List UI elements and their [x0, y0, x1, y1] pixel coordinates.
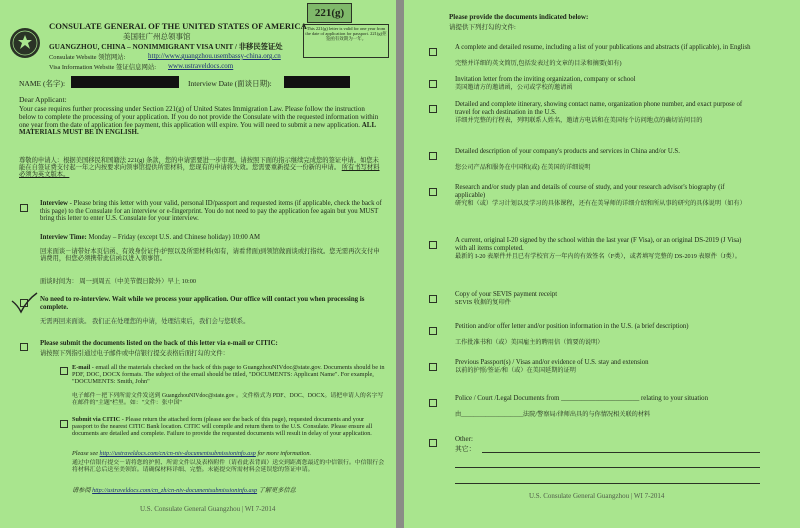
consulate-website-link[interactable]: http://www.guangzhou.usembassy-china.org.cn	[148, 52, 281, 60]
consulate-website-label: Consulate Website 领馆网站:	[49, 54, 126, 61]
footer-left: U.S. Consulate General Guangzhou | WI 7-2014	[140, 505, 276, 513]
document-item-10: Police / Court /Legal Documents from _______________________ relating to your situation	[455, 395, 708, 402]
interview-text-zh: 回来面谈－请带好本页信函、有效身份证件/护照以及所需材料(如有，请看背面)到领馆做面谈或打指纹。您无需再次支付申请费用，但您必须携带此信函以进入领事馆。	[40, 248, 380, 263]
citic-more-info-zh-link[interactable]: http://ustraveldocs.com/cn_zh/cn-niv-documentsubmissioninfo.asp	[92, 487, 258, 494]
email-option-text-zh: 电子邮件－把下列所需文件发送到 GuangzhouNIVdoc@state.gov 。文件格式为 PDF、DOC、DOCX。请把申请人的名字写在邮件的"主题"栏里。如："文件：张中国"	[72, 393, 384, 406]
document-item-7: Copy of your SEVIS payment receipt	[455, 291, 558, 298]
salutation: Dear Applicant:	[19, 95, 67, 104]
document-item-zh-5: 研究和（或）学习计划以及学习的具体课程，还有在美导师的详细介绍和所从事的研究的具体说明（如有）	[455, 200, 746, 207]
visa-info-label: Visa Information Website 签证信息网站:	[49, 64, 157, 71]
document-item-zh-3: 详细并完整的行程表，列明联系人姓名，邀请方电话和在美国每个访问地点的确切访问目的	[455, 117, 703, 124]
other-line-3	[455, 483, 760, 484]
document-checkbox-6[interactable]	[429, 241, 437, 249]
submit-documents-text-zh: 请按照下列指引通过电子邮件或中信银行提交表格后面打勾的文件：	[40, 350, 229, 357]
document-item-zh-9: 以前的护照/签证/和（或）在美国延期的证明	[455, 367, 576, 374]
citic-more-info-link[interactable]: http://ustraveldocs.com/cn/cn-niv-documentsubmissioninfo.asp	[99, 450, 256, 457]
document-checkbox-3[interactable]	[429, 105, 437, 113]
name-redaction	[71, 76, 179, 88]
submit-documents-text: Please submit the documents listed on the back of this letter via e-mail or CITIC:	[40, 340, 278, 347]
other-label-zh: 其它：	[455, 446, 476, 453]
email-option-text: E-mail - email all the materials checked on the back of this page to GuangzhouNIVdoc@state.gov. Documents should be in PDF, DOC, DOCX formats. The subject of the email should be titled, "DOCUMENTS: Applicant Name". For example, "DOCUMENTS: Smith, John"	[72, 364, 385, 386]
other-line-2	[455, 467, 760, 468]
citic-option-text-zh: 通过中信银行提交－请将您的护照、所需文件以及表格附件（请看此表背面）送交到距离您最近的中信银行。中信银行会将材料汇总后送至美领馆。请确保材料详细、完整。未能提交所需材料会延误您的签证申请。	[72, 460, 385, 473]
interview-checkbox[interactable]	[20, 204, 28, 212]
other-line-1	[482, 452, 760, 453]
document-checkbox-2[interactable]	[429, 80, 437, 88]
citic-more-info: Please see http://ustraveldocs.com/cn/cn-niv-documentsubmissioninfo.asp for more information.	[72, 450, 312, 457]
letter-front-page	[0, 0, 396, 528]
other-checkbox[interactable]	[429, 439, 437, 447]
document-checkbox-8[interactable]	[429, 327, 437, 335]
document-item-2: Invitation letter from the inviting organization, company or school	[455, 76, 636, 83]
letter-body-zh: 尊敬的申请人：根据美国移民和国籍法 221(g) 条款，您的申请需要进一步审理。请按照下面的指示继续完成您的签证申请。如您未能在自签证费支付起一年之内按要求向领事馆提供所需材料，您现有的申请将失效。您需要重新提交一份新的申请。 所有书写材料必须为英文版本。	[19, 157, 380, 179]
letter-back-page	[404, 0, 800, 528]
interview-date-label: Interview Date (面谈日期):	[188, 79, 272, 88]
document-item-zh-1: 完整并详细的英文简历,包括发表过的文章的目录和摘要(如有)	[455, 60, 622, 67]
document-item-8: Petition and/or offer letter and/or position information in the U.S. (a brief description)	[455, 323, 689, 330]
submit-documents-checkbox[interactable]	[20, 343, 28, 351]
header-visa-unit: GUANGZHOU, CHINA – NONIMMIGRANT VISA UNIT / 非移民签证处	[49, 42, 283, 51]
name-label: NAME (名字):	[19, 79, 66, 88]
document-item-3: Detailed and complete itinerary, showing contact name, organization phone number, and exact purpose of travel for each destination in the U.S.	[455, 101, 743, 116]
citic-option-checkbox[interactable]	[60, 420, 68, 428]
interview-time: Interview Time: Monday – Friday (except U.S. and Chinese holiday) 10:00 AM	[40, 234, 261, 241]
document-checkbox-7[interactable]	[429, 295, 437, 303]
document-item-zh-2: 美国邀请方的邀请函，公司或学校的邀请函	[455, 84, 573, 91]
documents-header-zh: 请提供下列打勾的文件:	[449, 24, 516, 31]
document-item-5: Research and/or study plan and details of course of study, and your research advisor's biography (if applicable)	[455, 184, 725, 199]
documents-header: Please provide the documents indicated below:	[449, 13, 589, 21]
us-seal-icon	[9, 27, 41, 59]
no-interview-text-zh: 无需再回来面谈。 我们正在处理您的申请，处理结束后，我们会与您联系。	[40, 318, 250, 325]
other-label: Other:	[455, 435, 473, 443]
document-item-4: Detailed description of your company's products and services in China and/or U.S.	[455, 148, 680, 155]
document-checkbox-9[interactable]	[429, 363, 437, 371]
header-consulate: CONSULATE GENERAL OF THE UNITED STATES OF AMERICA	[49, 21, 307, 31]
interview-time-zh: 面谈时间为： 周一到周五（中美节假日除外）早上 10:00	[40, 278, 197, 285]
document-item-zh-8: 工作批准书和（或）美国雇主的聘用信（简要的说明）	[455, 339, 604, 346]
document-item-1: A complete and detailed resume, including a list of your publications and abstracts (if applicable), in English	[455, 44, 751, 51]
document-checkbox-4[interactable]	[429, 152, 437, 160]
no-interview-text: No need to re-interview. Wait while we process your application. Our office will contact you when processing is complete.	[40, 296, 365, 311]
form-code-badge: 221(g)	[307, 3, 352, 23]
document-checkbox-5[interactable]	[429, 188, 437, 196]
header-consulate-zh: 美国驻广州总领事馆	[123, 32, 191, 41]
footer-right: U.S. Consulate General Guangzhou | WI 7-2014	[529, 492, 665, 500]
document-item-6: A current, original I-20 signed by the school within the last year (F Visa), or an original DS-2019 (J Visa) with all items completed.	[455, 237, 742, 252]
document-item-zh-10: 由____________________法院/警察局/律师出具的与你情况相关联的材料	[455, 411, 651, 418]
document-checkbox-1[interactable]	[429, 48, 437, 56]
validity-note: This 221(g) letter is valid for one year from the date of application for passport. 221(g)拒签函有效期为一年。	[303, 24, 389, 58]
citic-more-info-zh: 请参阅 http://ustraveldocs.com/cn_zh/cn-niv-documentsubmissioninfo.asp 了解更多信息	[72, 487, 296, 494]
letter-body-en: Your case requires further processing under Section 221(g) of United States Immigration Law. Please follow the instruction below to complete the processing of your application. If you do not provide the Consulate with the requested information within one year from the date of application fee payment, this application will expire. You will need to submit a new application. ALL MATERIALS MUST BE IN ENGLISH.	[19, 105, 379, 137]
document-item-9: Previous Passport(s) / Visas and/or evidence of U.S. stay and extension	[455, 359, 649, 366]
check-mark-icon	[10, 292, 38, 314]
document-item-zh-6: 最新的 I-20 表原件并且已有学校官方一年内的有效签名（F类），或者填写完整的 DS-2019 表原件（J类）。	[455, 253, 741, 260]
document-checkbox-10[interactable]	[429, 399, 437, 407]
email-option-checkbox[interactable]	[60, 367, 68, 375]
visa-info-link[interactable]: www.ustraveldocs.com	[168, 62, 234, 70]
interview-text: Interview - Please bring this letter with your valid, personal ID/passport and requested items (if applicable, check the back of this page) to the Consulate for an interview or e-fingerprint. You do not need to pay the application fee again but you MUST bring this letter to enter U.S. Consulate for your interview.	[40, 200, 382, 223]
document-item-zh-7: SEVIS 收据的复印件	[455, 299, 511, 306]
interview-date-redaction	[284, 76, 350, 88]
document-item-zh-4: 您公司产品和服务在中国和(或) 在美国的详细说明	[455, 164, 591, 171]
citic-option-text: Submit via CITIC - Please return the attached form (please see the back of this page), requested documents and your passport to the nearest CITIC Bank location. CITIC will compile and return them to the U.S. Consulate. Please ensure all documents are detailed and complete. Failure to provide the requested documents will result in delay of your application.	[72, 416, 373, 437]
